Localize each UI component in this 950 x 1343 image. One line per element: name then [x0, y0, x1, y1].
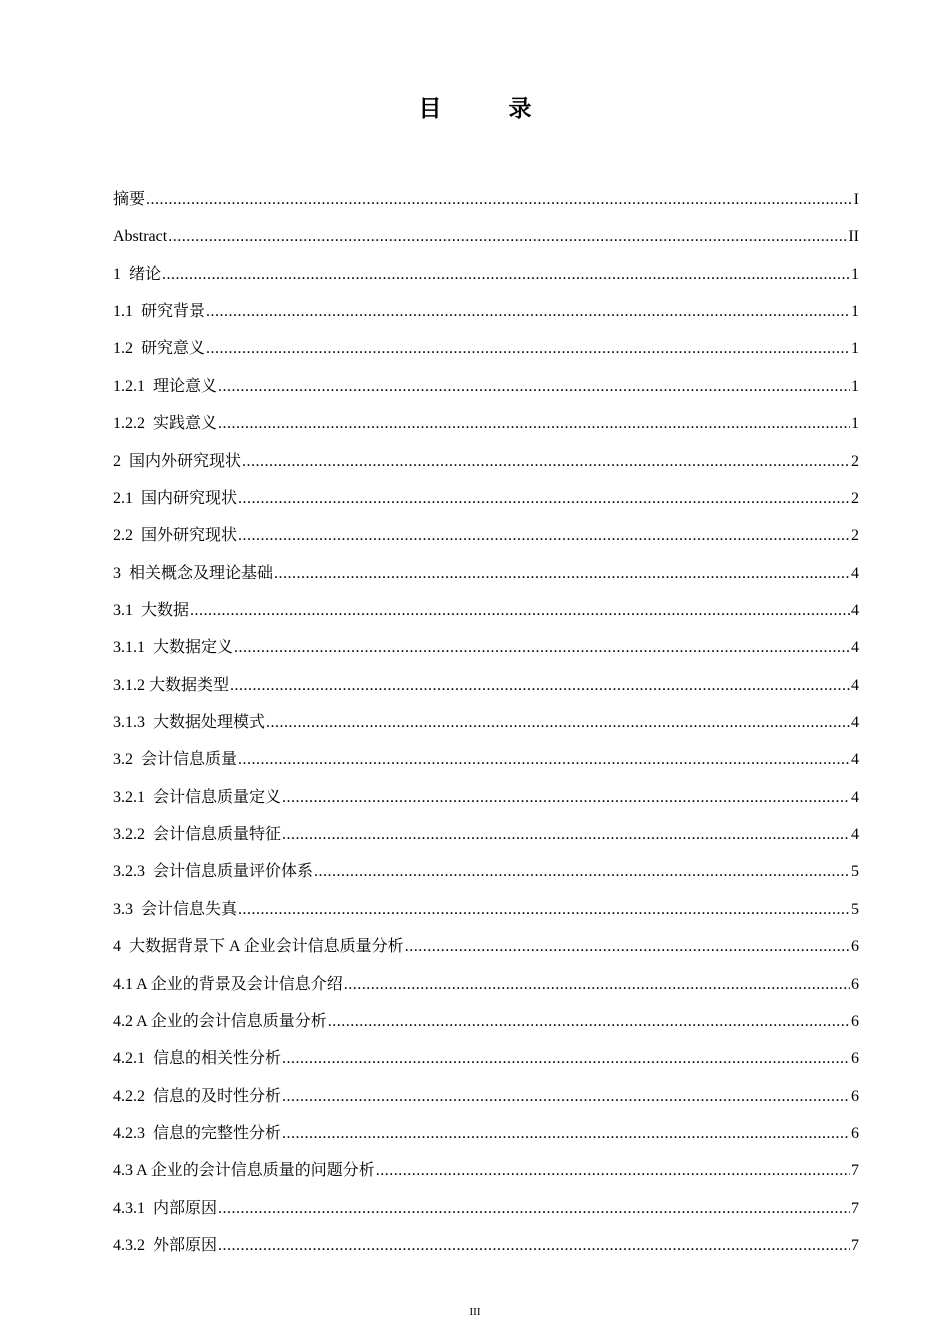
dot-leader [282, 1122, 850, 1146]
toc-entry[interactable] [113, 188, 859, 225]
toc-entry[interactable] [113, 898, 859, 935]
dot-leader [230, 674, 850, 698]
toc-entry[interactable] [113, 337, 859, 374]
dot-leader [282, 1085, 850, 1109]
toc-entry[interactable] [113, 860, 859, 897]
toc-entry-label: 4.2.1 信息的相关性分析 [113, 1050, 282, 1068]
toc-entry-page: 7 [851, 1199, 859, 1217]
toc-entry[interactable] [113, 748, 859, 785]
toc-entry-label: 2 国内外研究现状 [113, 452, 242, 470]
toc-entry-page: 4 [851, 714, 859, 732]
dot-leader [282, 823, 850, 847]
toc-entry-page: 6 [851, 1050, 859, 1068]
toc-entry-page: 6 [851, 1124, 859, 1142]
toc-entry[interactable] [113, 935, 859, 972]
toc-entry-label: 4.3.2 外部原因 [113, 1237, 218, 1255]
toc-entry[interactable] [113, 562, 859, 599]
dot-leader [218, 412, 850, 436]
toc-entry-label: 4.2 A 企业的会计信息质量分析 [113, 1012, 327, 1030]
toc-entry-page: 1 [851, 265, 859, 283]
toc-entry-label: 1.2.1 理论意义 [113, 377, 218, 395]
toc-entry-page: 1 [851, 340, 859, 358]
dot-leader [218, 1234, 850, 1258]
toc-title: 目 录 [418, 96, 554, 122]
toc-entry-page: 2 [851, 527, 859, 545]
dot-leader [238, 748, 850, 772]
toc-entry[interactable] [113, 524, 859, 561]
toc-entry-label: 4.2.2 信息的及时性分析 [113, 1087, 282, 1105]
toc-entry[interactable] [113, 1085, 859, 1122]
dot-leader [168, 225, 847, 249]
toc-entry[interactable] [113, 225, 859, 262]
toc-entry-label: 4 大数据背景下 A 企业会计信息质量分析 [113, 938, 404, 956]
toc-entry-page: 5 [851, 863, 859, 881]
toc-entry-label: 2.1 国内研究现状 [113, 489, 238, 507]
toc-entry-page: 4 [851, 676, 859, 694]
dot-leader [328, 1010, 850, 1034]
dot-leader [206, 300, 850, 324]
toc-entry-label: 3.1.2 大数据类型 [113, 676, 230, 694]
toc-entry-label: 1.1 研究背景 [113, 303, 206, 321]
toc-entry[interactable] [113, 674, 859, 711]
dot-leader [282, 786, 850, 810]
toc-entry[interactable] [113, 1122, 859, 1159]
toc-entry-page: 4 [851, 788, 859, 806]
toc-entry-page: 2 [851, 489, 859, 507]
toc-entry-page: 4 [851, 601, 859, 619]
toc-entry-label: 3.1.3 大数据处理模式 [113, 714, 266, 732]
dot-leader [206, 337, 850, 361]
toc-entry-label: 摘要 [113, 191, 146, 208]
toc-entry-label: 1 绪论 [113, 265, 162, 283]
toc-entry-page: 7 [851, 1237, 859, 1255]
toc-entry-page: 6 [851, 938, 859, 956]
dot-leader [405, 935, 850, 959]
toc-entry[interactable] [113, 711, 859, 748]
toc-entry-page: 6 [851, 1012, 859, 1030]
toc-entry[interactable] [113, 1234, 859, 1271]
dot-leader [242, 450, 850, 474]
dot-leader [266, 711, 850, 735]
toc-entry[interactable] [113, 412, 859, 449]
dot-leader [376, 1159, 850, 1183]
toc-entry-label: 3.3 会计信息失真 [113, 900, 238, 918]
toc-entry-label: 3.2.3 会计信息质量评价体系 [113, 863, 314, 881]
dot-leader [274, 562, 850, 586]
dot-leader [238, 898, 850, 922]
dot-leader [344, 973, 850, 997]
toc-entry-label: 3.2.1 会计信息质量定义 [113, 788, 282, 806]
toc-entry[interactable] [113, 1047, 859, 1084]
page-number: III [469, 1306, 481, 1318]
toc-entry[interactable] [113, 263, 859, 300]
toc-entry-page: 1 [851, 415, 859, 433]
toc-entry-label: 3 相关概念及理论基础 [113, 564, 274, 582]
dot-leader [190, 599, 850, 623]
toc-entry-page: 4 [851, 564, 859, 582]
toc-entry-page: 4 [851, 826, 859, 844]
dot-leader [218, 375, 850, 399]
toc-entry-label: 3.2.2 会计信息质量特征 [113, 826, 282, 844]
toc-entry[interactable] [113, 823, 859, 860]
toc-entry-page: 6 [851, 975, 859, 993]
toc-entry[interactable] [113, 450, 859, 487]
toc-entry[interactable] [113, 1010, 859, 1047]
toc-entry-label: 3.1 大数据 [113, 601, 190, 619]
toc-entry[interactable] [113, 599, 859, 636]
dot-leader [282, 1047, 850, 1071]
toc-entry-label: 3.2 会计信息质量 [113, 751, 238, 769]
toc-entry-page: 6 [851, 1087, 859, 1105]
dot-leader [238, 524, 850, 548]
toc-entry-label: Abstract [113, 228, 168, 246]
dot-leader [218, 1197, 850, 1221]
dot-leader [146, 188, 853, 212]
dot-leader [162, 263, 850, 287]
toc-entry[interactable] [113, 786, 859, 823]
toc-entry[interactable] [113, 973, 859, 1010]
toc-entry[interactable] [113, 636, 859, 673]
toc-entry-label: 1.2 研究意义 [113, 340, 206, 358]
toc-entry-page: 1 [851, 377, 859, 395]
toc-entry-label: 3.1.1 大数据定义 [113, 639, 234, 657]
toc-entry-label: 4.3.1 内部原因 [113, 1199, 218, 1217]
toc-entry[interactable] [113, 375, 859, 412]
toc-entry-page: 4 [851, 639, 859, 657]
toc-entry-page: 1 [851, 303, 859, 321]
dot-leader [238, 487, 850, 511]
dot-leader [234, 636, 850, 660]
toc-entry-page: 7 [851, 1162, 859, 1180]
toc-entry-label: 4.3 A 企业的会计信息质量的问题分析 [113, 1162, 375, 1180]
dot-leader [314, 860, 850, 884]
toc-entry[interactable] [113, 300, 859, 337]
toc-entry-page: II [848, 228, 859, 246]
toc-entry[interactable] [113, 1197, 859, 1234]
toc-entry-label: 2.2 国外研究现状 [113, 527, 238, 545]
toc-entry-page: I [853, 191, 859, 208]
toc-entry-page: 2 [851, 452, 859, 470]
toc-entry-label: 4.2.3 信息的完整性分析 [113, 1124, 282, 1142]
toc-entry[interactable] [113, 1159, 859, 1196]
table-of-contents [113, 188, 859, 1271]
toc-entry-label: 4.1 A 企业的背景及会计信息介绍 [113, 975, 343, 993]
toc-entry-page: 4 [851, 751, 859, 769]
toc-entry[interactable] [113, 487, 859, 524]
toc-entry-label: 1.2.2 实践意义 [113, 415, 218, 433]
toc-entry-page: 5 [851, 900, 859, 918]
